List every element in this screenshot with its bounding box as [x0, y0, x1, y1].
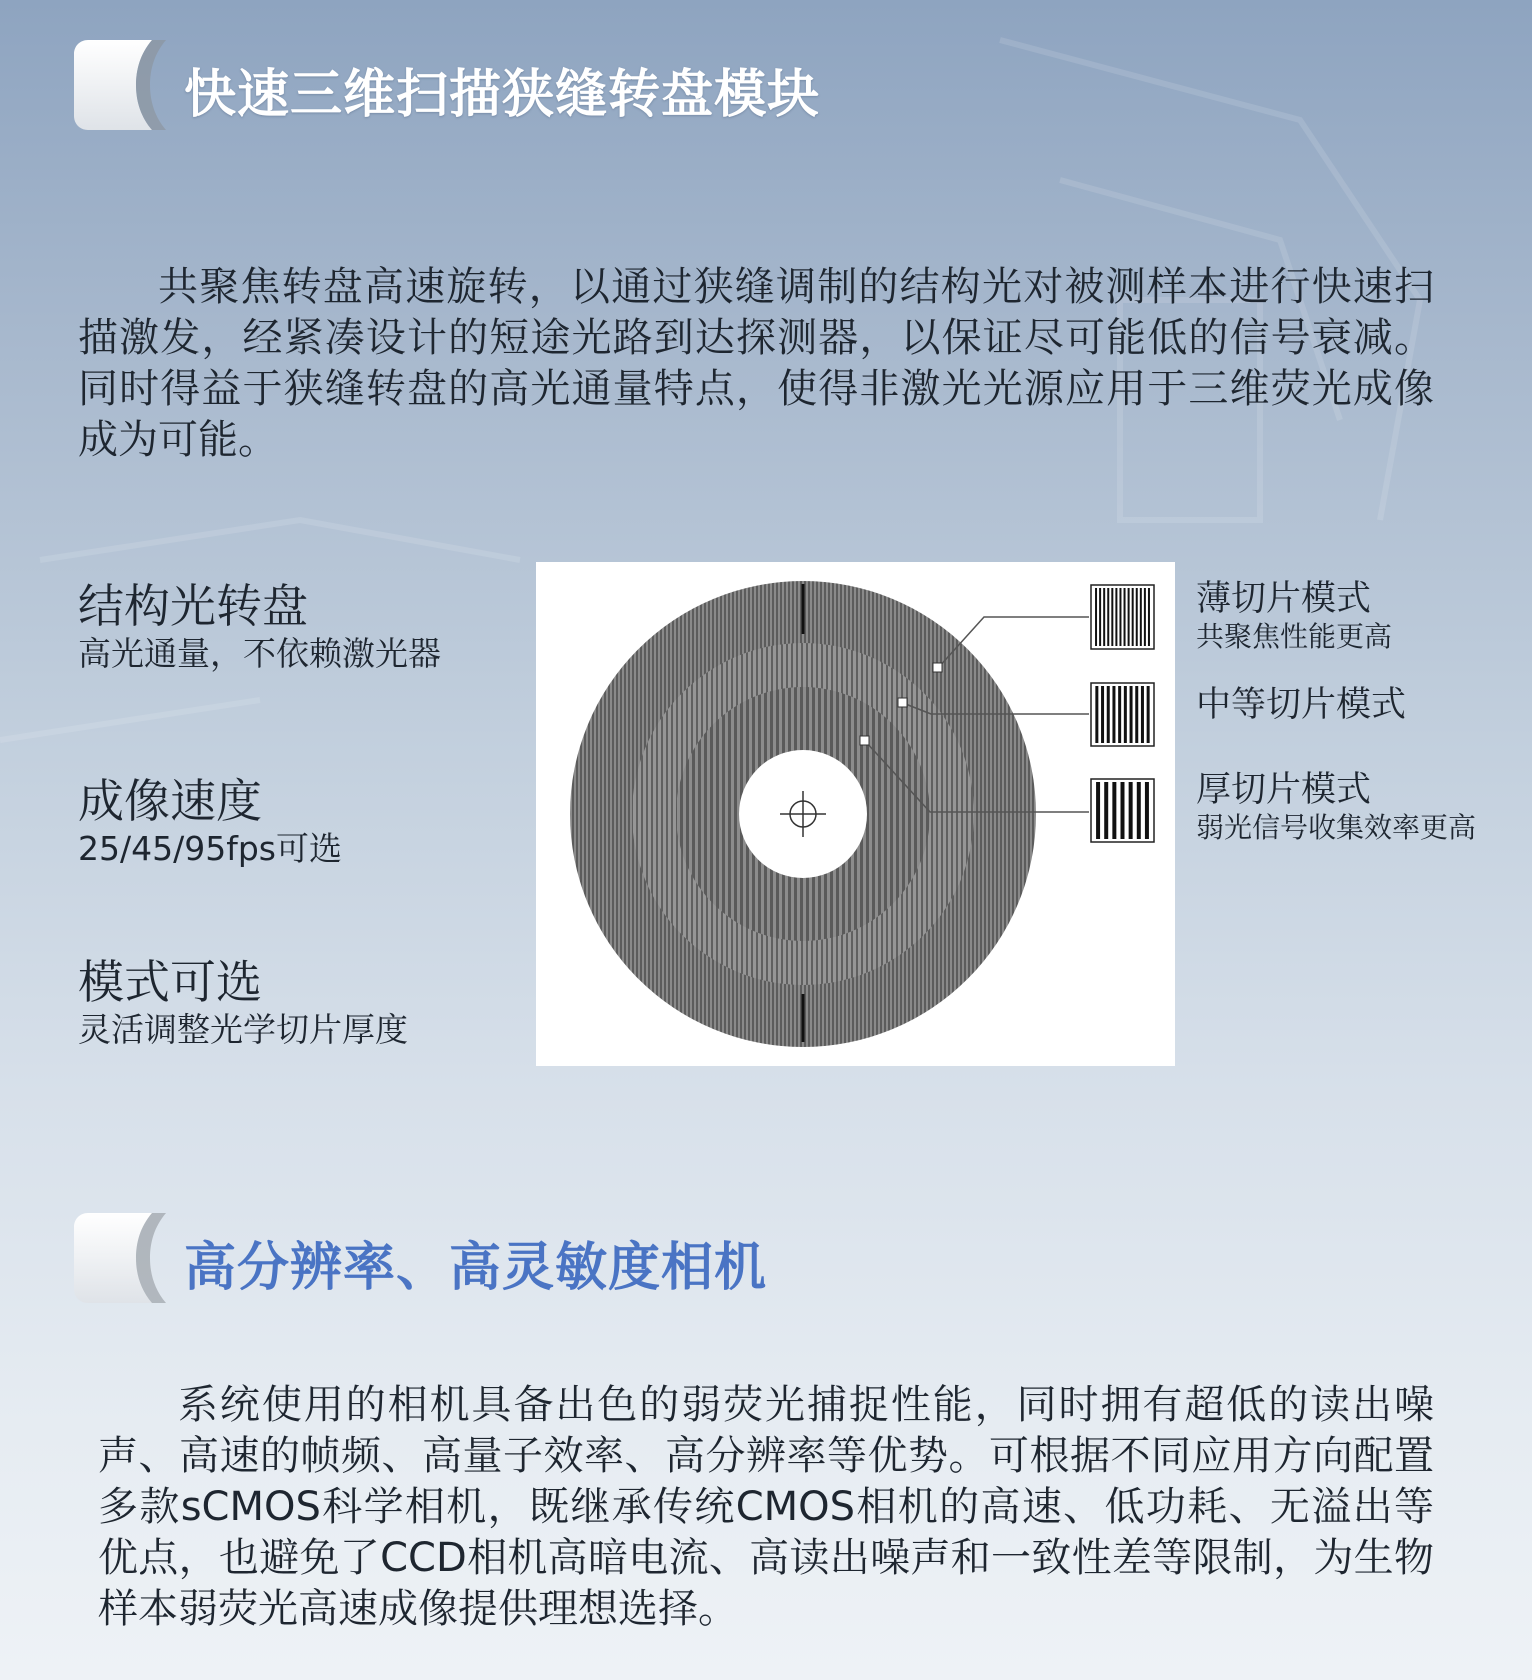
scanning-module-description: 共聚焦转盘高速旋转，以通过狭缝调制的结构光对被测样本进行快速扫描激发，经紧凑设计的短途光路到达探测器，以保证尽可能低的信号衰减。同时得益于狭缝转盘的高光通量特点，使得非激光光源应用于三维荧光成像成为可能。	[78, 264, 1434, 463]
mode-label-thin	[1196, 578, 1392, 654]
feature-imaging-speed	[78, 773, 518, 869]
slit-disk-illustration	[536, 562, 1175, 1066]
feature-subtitle: 灵活调整光学切片厚度	[78, 1010, 408, 1049]
mode-subtitle: 弱光信号收集效率更高	[1196, 811, 1477, 844]
section-tab-icon	[74, 40, 166, 130]
feature-title: 结构光转盘	[78, 579, 308, 633]
feature-subtitle: 25/45/95fps可选	[78, 829, 342, 868]
mode-label-medium	[1196, 684, 1406, 726]
mode-title: 薄切片模式	[1196, 579, 1372, 619]
mode-label-thick	[1196, 769, 1476, 845]
feature-selectable-mode	[78, 954, 518, 1050]
slit-disk-diagram	[536, 562, 1175, 1066]
section-title: 快速三维扫描狭缝转盘模块	[184, 65, 821, 125]
section-tab-icon	[74, 1213, 166, 1303]
thin-slice-pattern-icon	[1091, 585, 1154, 649]
thick-slice-pattern-icon	[1091, 779, 1154, 842]
feature-title: 模式可选	[78, 955, 262, 1009]
feature-structured-light-disk	[78, 578, 518, 674]
section-header-scanning-module	[74, 40, 974, 130]
section-header-camera	[74, 1213, 974, 1303]
section-title: 高分辨率、高灵敏度相机	[184, 1238, 768, 1298]
mode-title: 中等切片模式	[1196, 685, 1407, 725]
mode-title: 厚切片模式	[1196, 770, 1372, 810]
feature-title: 成像速度	[78, 774, 262, 828]
mode-subtitle: 共聚焦性能更高	[1196, 620, 1393, 653]
medium-slice-pattern-icon	[1091, 683, 1154, 746]
camera-description: 系统使用的相机具备出色的弱荧光捕捉性能，同时拥有超低的读出噪声、高速的帧频、高量子效率、高分辨率等优势。可根据不同应用方向配置多款sCMOS科学相机，既继承传统CMOS相机的高速、低功耗、无溢出等优点，也避免了CCD相机高暗电流、高读出噪声和一致性差等限制，为生物样本弱荧光高速成像提供理想选择。	[98, 1382, 1434, 1632]
feature-subtitle: 高光通量，不依赖激光器	[78, 634, 441, 673]
